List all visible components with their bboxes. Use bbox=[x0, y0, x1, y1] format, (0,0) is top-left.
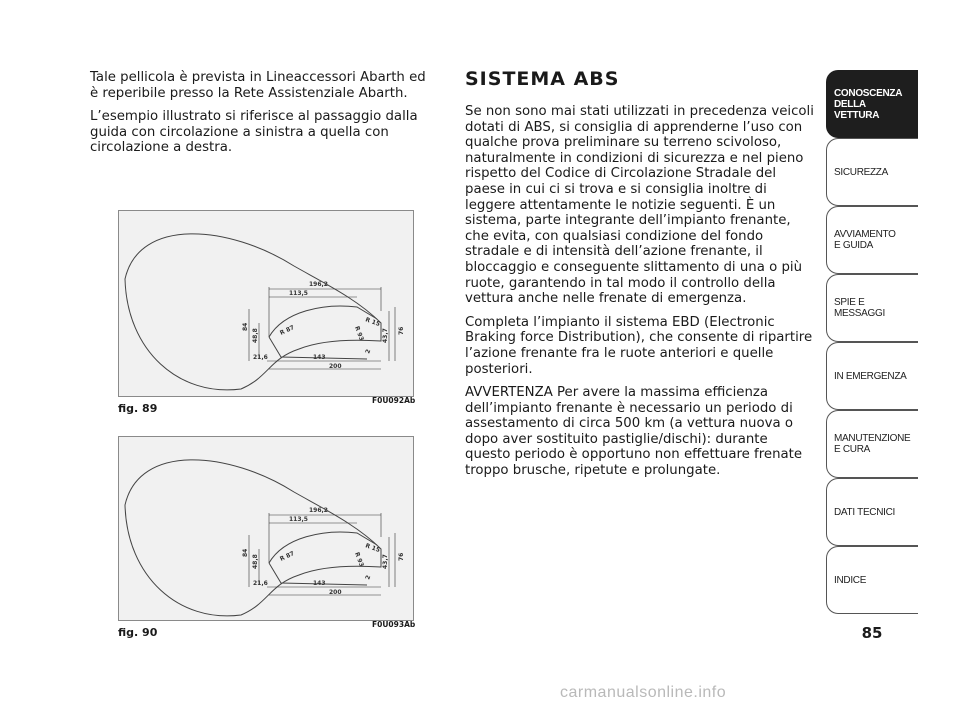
tab-conoscenza-della-vettura[interactable]: CONOSCENZA DELLA VETTURA bbox=[826, 70, 918, 138]
tab-sicurezza[interactable]: SICUREZZA bbox=[826, 138, 918, 206]
tab-in-emergenza[interactable]: IN EMERGENZA bbox=[826, 342, 918, 410]
dim-r15: R 15 bbox=[364, 542, 381, 555]
dim-76: 76 bbox=[398, 326, 405, 335]
dim-r15: R 15 bbox=[364, 316, 381, 329]
dim-2: 2 bbox=[364, 574, 373, 581]
dim-r93: R 93 bbox=[353, 551, 365, 568]
abs-paragraph-2: Completa l’impianto il sistema EBD (Electronic Braking force Distribution), che consente di ripartire l’azione frenante fra le ruote anteriori e quelle posteriori. bbox=[465, 314, 813, 377]
dim-21-6: 21,6 bbox=[253, 580, 268, 587]
dim-84: 84 bbox=[242, 548, 249, 557]
dim-113-5: 113,5 bbox=[289, 290, 308, 297]
tab-manutenzione-e-cura[interactable]: MANUTENZIONE E CURA bbox=[826, 410, 918, 478]
chapter-tabs bbox=[826, 70, 918, 614]
intro-paragraph-2: L’esempio illustrato si riferisce al passaggio dalla guida con circolazione a sinistra a quella con circolazione a destra. bbox=[90, 109, 418, 156]
fig-89-caption: fig. 89 bbox=[118, 402, 158, 415]
abs-paragraph-3: AVVERTENZA Per avere la massima efficienza dell’impianto frenante è necessario un periodo di assestamento di circa 500 km (a vettura nuova o dopo aver sostituito pastiglie/dischi): durante questo periodo è opportuno non effettuare frenate troppo brusche, ripetute e prolungate. bbox=[465, 385, 803, 479]
dim-76: 76 bbox=[398, 552, 405, 561]
watermark: carmanualsonline.info bbox=[560, 684, 727, 701]
tab-spie-e-messaggi[interactable]: SPIE E MESSAGGI bbox=[826, 274, 918, 342]
dim-200: 200 bbox=[329, 363, 342, 370]
tab-dati-tecnici[interactable]: DATI TECNICI bbox=[826, 478, 918, 546]
section-title: SISTEMA ABS bbox=[465, 68, 620, 90]
dim-84: 84 bbox=[242, 322, 249, 331]
dim-48-8: 48,8 bbox=[252, 328, 259, 343]
dim-43-7: 43,7 bbox=[382, 554, 389, 569]
dim-196-2: 196,2 bbox=[309, 281, 328, 288]
dim-48-8: 48,8 bbox=[252, 554, 259, 569]
dim-143: 143 bbox=[313, 580, 326, 587]
tab-avviamento-e-guida[interactable]: AVVIAMENTO E GUIDA bbox=[826, 206, 918, 274]
dim-196-2: 196,2 bbox=[309, 507, 328, 514]
headlamp-diagram-fig-90 bbox=[118, 436, 414, 621]
abs-paragraph-1: Se non sono mai stati utilizzati in precedenza veicoli dotati di ABS, si consiglia di apprenderne l’uso con qualche prova preliminare su terreno scivoloso, naturalmente in condizioni di sicurezza e nel pieno rispetto del Codice di Circolazione Stradale del paese in cui ci si trova e si consiglia inoltre di leggere attentamente le notizie seguenti. È un sistema, parte integrante dell’impianto frenante, che evita, con qualsiasi condizione del fondo stradale e di intensità dell’azione frenante, il bloccaggio e conseguente slittamento di una o più ruote, garantendo in tal modo il controllo della vettura anche nelle frenate di emergenza. bbox=[465, 104, 814, 307]
fig-90-caption: fig. 90 bbox=[118, 626, 158, 639]
tab-indice[interactable]: INDICE bbox=[826, 546, 918, 614]
fig-90-code: F0U093Ab bbox=[372, 620, 416, 629]
dim-2: 2 bbox=[364, 348, 373, 355]
dim-r87: R 87 bbox=[278, 550, 296, 563]
intro-paragraph-1: Tale pellicola è prevista in Lineaccessori Abarth ed è reperibile presso la Rete Assistenziale Abarth. bbox=[90, 70, 426, 101]
headlamp-beam-drawing bbox=[119, 211, 413, 396]
dim-113-5: 113,5 bbox=[289, 516, 308, 523]
dim-43-7: 43,7 bbox=[382, 328, 389, 343]
dim-r87: R 87 bbox=[278, 324, 296, 337]
dim-200: 200 bbox=[329, 589, 342, 596]
dim-21-6: 21,6 bbox=[253, 354, 268, 361]
dim-r93: R 93 bbox=[353, 325, 365, 342]
headlamp-beam-drawing bbox=[119, 437, 413, 620]
left-column bbox=[90, 70, 435, 164]
dim-143: 143 bbox=[313, 354, 326, 361]
right-column bbox=[465, 68, 815, 487]
page-number: 85 bbox=[861, 624, 883, 642]
headlamp-diagram-fig-89 bbox=[118, 210, 414, 397]
fig-89-code: F0U092Ab bbox=[372, 396, 416, 405]
